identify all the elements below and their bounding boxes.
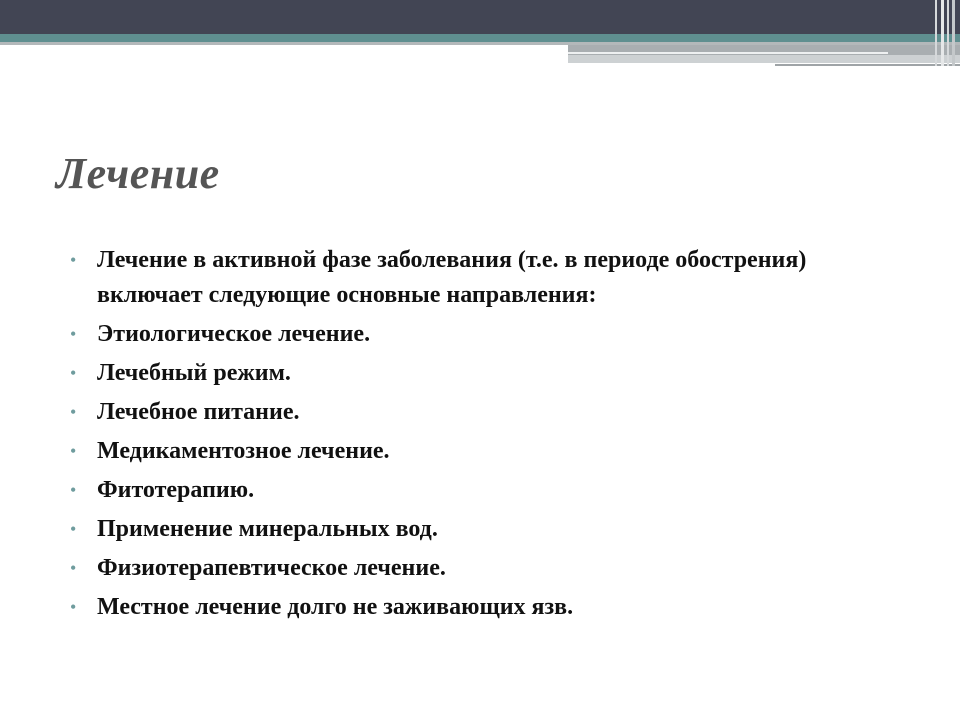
bullet-item — [68, 356, 888, 391]
bullet-dot-icon: • — [70, 441, 77, 461]
bullet-dot-icon: • — [70, 250, 77, 270]
header-thin-line — [775, 64, 960, 66]
header-highlight-line — [568, 52, 888, 54]
header-dark-bar — [0, 0, 960, 34]
header-teal-bar — [0, 34, 960, 42]
slide-title: Лечение — [56, 149, 220, 198]
header-light-bar — [568, 55, 960, 63]
bullet-text: Лечение в активной фазе заболевания (т.е. в периоде обострения) включает следующие основные направления: — [97, 247, 807, 308]
bullet-dot-icon: • — [70, 480, 77, 500]
bullet-dot-icon: • — [70, 363, 77, 383]
bullet-item — [68, 395, 888, 430]
bullet-dot-icon: • — [70, 558, 77, 578]
bullet-dot-icon: • — [70, 402, 77, 422]
bullet-text: Медикаментозное лечение. — [97, 438, 390, 464]
bullet-item — [68, 317, 888, 352]
bullet-text: Этиологическое лечение. — [97, 321, 371, 347]
corner-stripe — [941, 0, 944, 66]
corner-stripe — [952, 0, 955, 66]
corner-stripe — [935, 0, 937, 66]
bullet-text: Местное лечение долго не заживающих язв. — [97, 594, 574, 620]
bullet-item — [68, 434, 888, 469]
corner-stripe — [947, 0, 949, 66]
bullet-item — [68, 243, 888, 313]
bullet-text: Физиотерапевтическое лечение. — [97, 555, 446, 581]
bullet-item — [68, 590, 888, 625]
bullet-item — [68, 551, 888, 586]
bullet-text: Применение минеральных вод. — [97, 516, 438, 542]
bullet-dot-icon: • — [70, 597, 77, 617]
bullet-item — [68, 512, 888, 547]
bullet-list — [68, 243, 888, 629]
bullet-text: Фитотерапию. — [97, 477, 255, 503]
bullet-item — [68, 473, 888, 508]
bullet-text: Лечебное питание. — [97, 399, 300, 425]
bullet-dot-icon: • — [70, 519, 77, 539]
bullet-dot-icon: • — [70, 324, 77, 344]
bullet-text: Лечебный режим. — [97, 360, 291, 386]
